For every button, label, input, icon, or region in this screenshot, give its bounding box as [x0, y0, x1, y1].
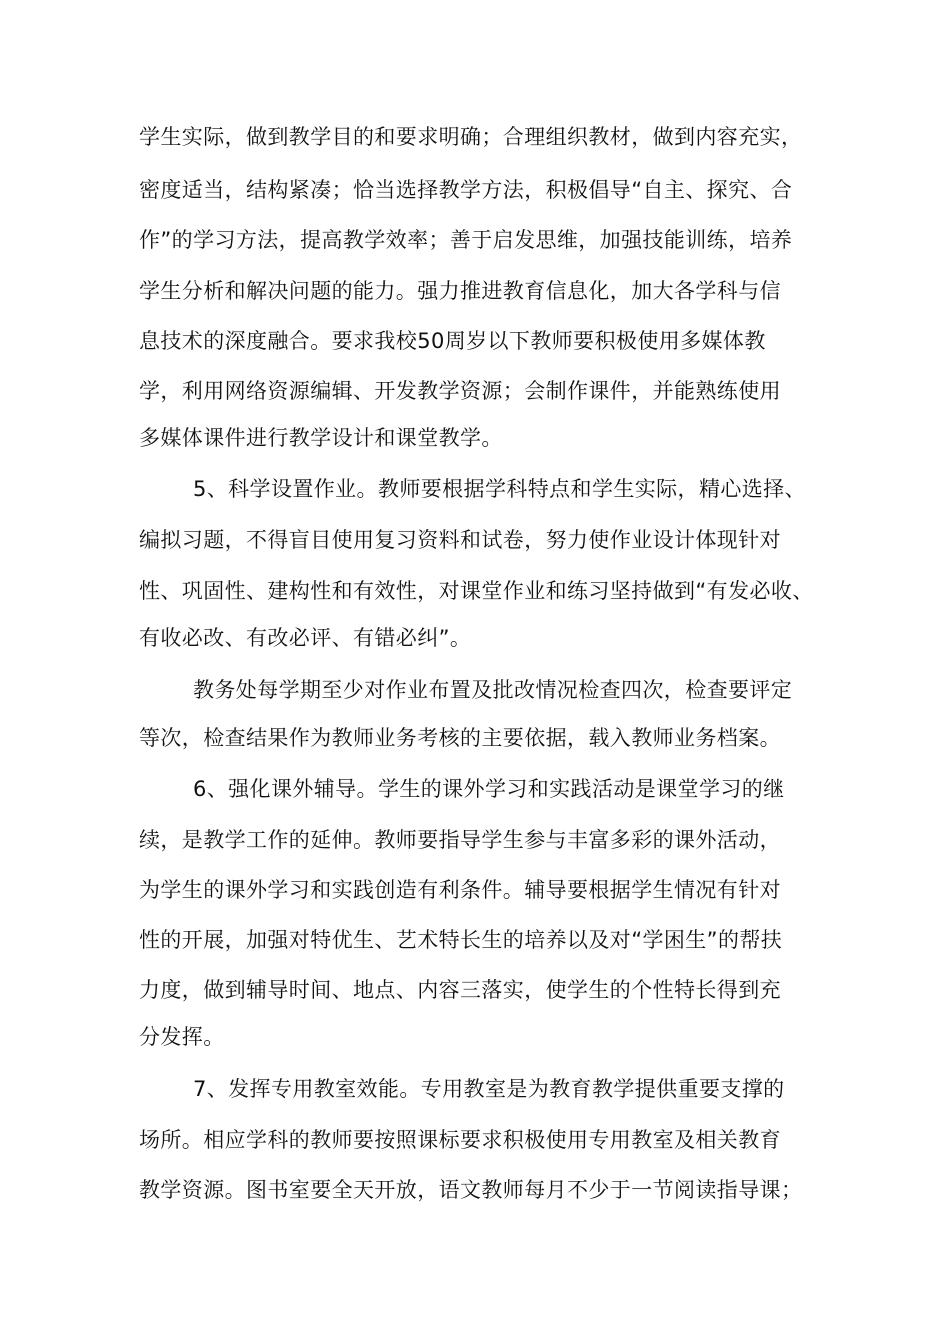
text-line: 性、巩固性、建构性和有效性，对课堂作业和练习坚持做到“有发必收、 — [139, 579, 814, 603]
paragraph-6-heading-line: 6、强化课外辅导。学生的课外学习和实践活动是课堂学习的继 — [193, 777, 785, 801]
text-line: 学，利用网络资源编辑、开发教学资源；会制作课件，并能熟练使用 — [139, 379, 781, 403]
text-line: 编拟习题，不得盲目使用复习资料和试卷，努力使作业设计体现针对 — [139, 528, 781, 552]
text-line: 教学资源。图书室要全天开放，语文教师每月不少于一节阅读指导课； — [139, 1178, 803, 1202]
text-line: 续，是教学工作的延伸。教师要指导学生参与丰富多彩的课外活动， — [139, 828, 781, 852]
text-line: 等次，检查结果作为教师业务考核的主要依据，载入教师业务档案。 — [139, 726, 781, 750]
text-line: 息技术的深度融合。要求我校50周岁以下教师要积极使用多媒体教 — [139, 329, 766, 353]
text-line: 密度适当，结构紧凑；恰当选择教学方法，积极倡导“自主、探究、合 — [139, 178, 793, 202]
text-line: 有收必改、有改必评、有错必纠”。 — [139, 626, 472, 650]
text-line: 为学生的课外学习和实践创造有利条件。辅导要根据学生情况有针对 — [139, 878, 781, 902]
paragraph-inspection-line: 教务处每学期至少对作业布置及批改情况检查四次，检查要评定 — [193, 678, 793, 702]
text-line: 性的开展，加强对特优生、艺术特长生的培养以及对“学困生”的帮扶 — [139, 928, 783, 952]
paragraph-5-heading-line: 5、科学设置作业。教师要根据学科特点和学生实际，精心选择、 — [193, 477, 806, 501]
text-line: 学生分析和解决问题的能力。强力推进教育信息化，加大各学科与信 — [139, 279, 781, 303]
text-line: 作”的学习方法，提高教学效率；善于启发思维，加强技能训练，培养 — [139, 228, 793, 252]
text-line: 分发挥。 — [139, 1025, 225, 1049]
text-line: 力度，做到辅导时间、地点、内容三落实，使学生的个性特长得到充 — [139, 978, 781, 1002]
text-line: 学生实际，做到教学目的和要求明确；合理组织教材，做到内容充实， — [139, 125, 803, 149]
text-line: 多媒体课件进行教学设计和课堂教学。 — [139, 426, 503, 450]
text-line: 场所。相应学科的教师要按照课标要求积极使用专用教室及相关教育 — [139, 1128, 781, 1152]
paragraph-7-heading-line: 7、发挥专用教室效能。专用教室是为教育教学提供重要支撑的 — [193, 1077, 785, 1101]
